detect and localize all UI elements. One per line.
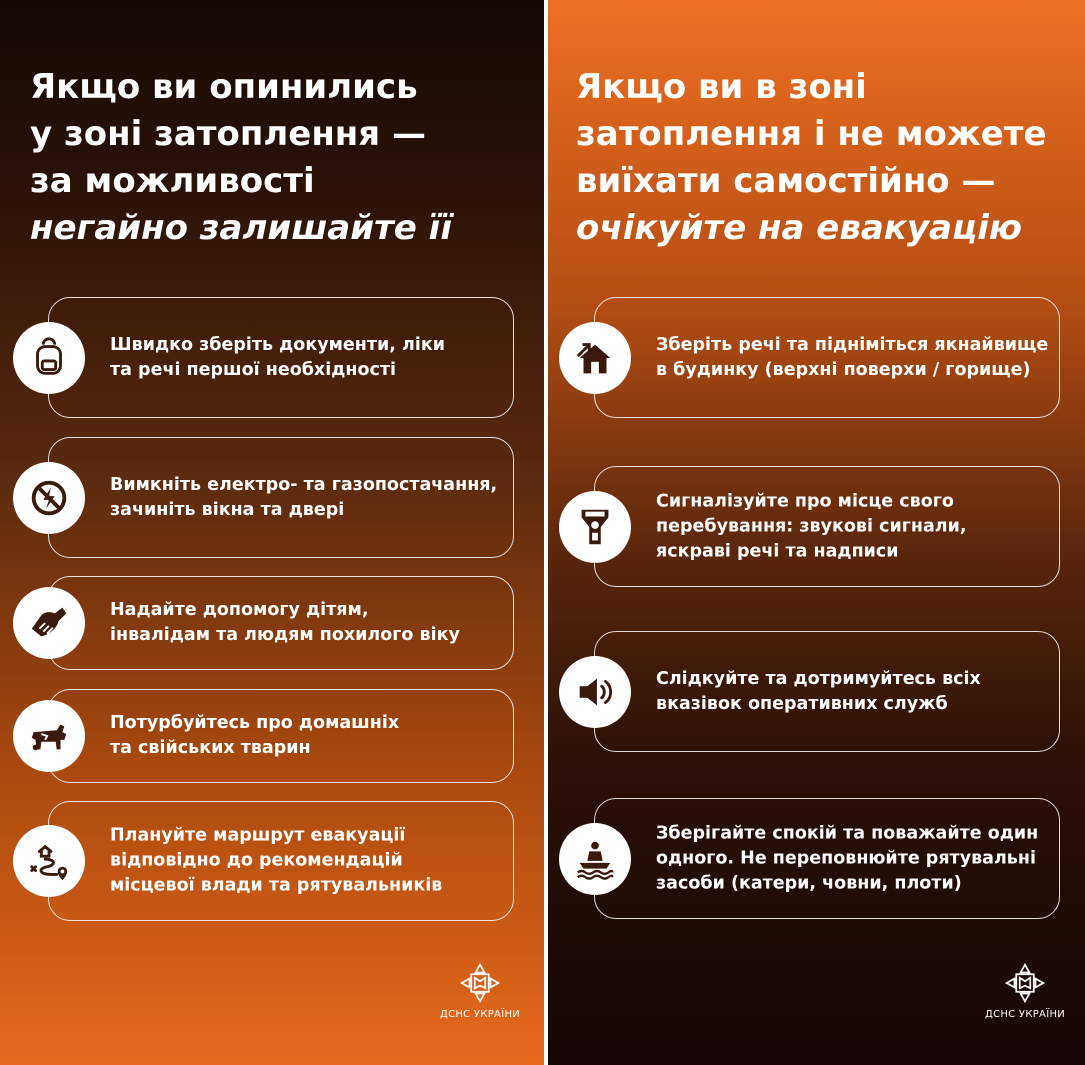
sos-signal-icon	[559, 491, 631, 563]
right-card-signal	[594, 466, 1060, 587]
right-card-calm	[594, 798, 1060, 919]
backpack-icon	[13, 322, 85, 394]
right-logo-text: ДСНС УКРАЇНИ	[984, 1009, 1066, 1020]
dsns-emblem-icon	[1004, 962, 1046, 1004]
right-card-calm-text: Зберігайте спокій та поважайте один одного. Не переповнюйте рятувальні засоби (катери, човни, плоти)	[656, 823, 1039, 893]
left-card-animals	[48, 689, 514, 783]
left-card-utilities-text: Вимкніть електро- та газопостачання, зачиніть вікна та двері	[110, 474, 498, 520]
left-card-help	[48, 576, 514, 670]
right-card-climb-text: Зберіть речі та підніміться якнайвище в будинку (верхні поверхи / горище)	[656, 334, 1049, 380]
left-title-line-1: Якщо ви опинились	[30, 67, 418, 107]
left-dsns-logo	[435, 962, 525, 1020]
right-card-follow	[594, 631, 1060, 752]
left-card-help-text: Надайте допомогу дітям, інвалідам та людям похилого віку	[110, 600, 460, 645]
right-card-follow-text: Слідкуйте та дотримуйтесь всіх вказівок оперативних служб	[656, 668, 981, 714]
right-title-line-2: затоплення і не можете	[576, 114, 1047, 154]
left-title	[30, 64, 452, 252]
right-title	[576, 64, 1047, 252]
right-title-line-3: виїхати самостійно —	[576, 161, 996, 201]
route-icon	[13, 825, 85, 897]
house-up-icon	[559, 322, 631, 394]
right-dsns-logo	[980, 962, 1070, 1020]
left-logo-text: ДСНС УКРАЇНИ	[439, 1009, 521, 1020]
left-card-route	[48, 801, 514, 921]
left-card-documents-text: Швидко зберіть документи, ліки та речі першої необхідності	[110, 334, 445, 380]
right-title-line-1: Якщо ви в зоні	[576, 67, 867, 107]
rescue-boat-icon	[559, 823, 631, 895]
right-panel	[548, 0, 1085, 1065]
left-title-line-3: за можливості	[30, 161, 315, 201]
left-card-utilities	[48, 437, 514, 558]
left-title-line-2: у зоні затоплення —	[30, 114, 426, 154]
right-card-climb	[594, 297, 1060, 418]
left-card-documents	[48, 297, 514, 418]
helping-hand-icon	[13, 587, 85, 659]
left-card-animals-text: Потурбуйтесь про домашніх та свійських тварин	[110, 713, 400, 758]
left-card-route-text: Плануйте маршрут евакуації відповідно до рекомендацій місцевої влади та рятувальників	[110, 825, 443, 896]
pets-icon	[13, 700, 85, 772]
power-off-icon	[13, 462, 85, 534]
dsns-emblem-icon	[459, 962, 501, 1004]
right-title-emphasis: очікуйте на евакуацію	[576, 208, 1022, 248]
loudspeaker-icon	[559, 656, 631, 728]
right-card-signal-text: Сигналізуйте про місце свого перебування: звукові сигнали, яскраві речі та надписи	[656, 491, 967, 561]
left-title-emphasis: негайно залишайте її	[30, 208, 452, 248]
